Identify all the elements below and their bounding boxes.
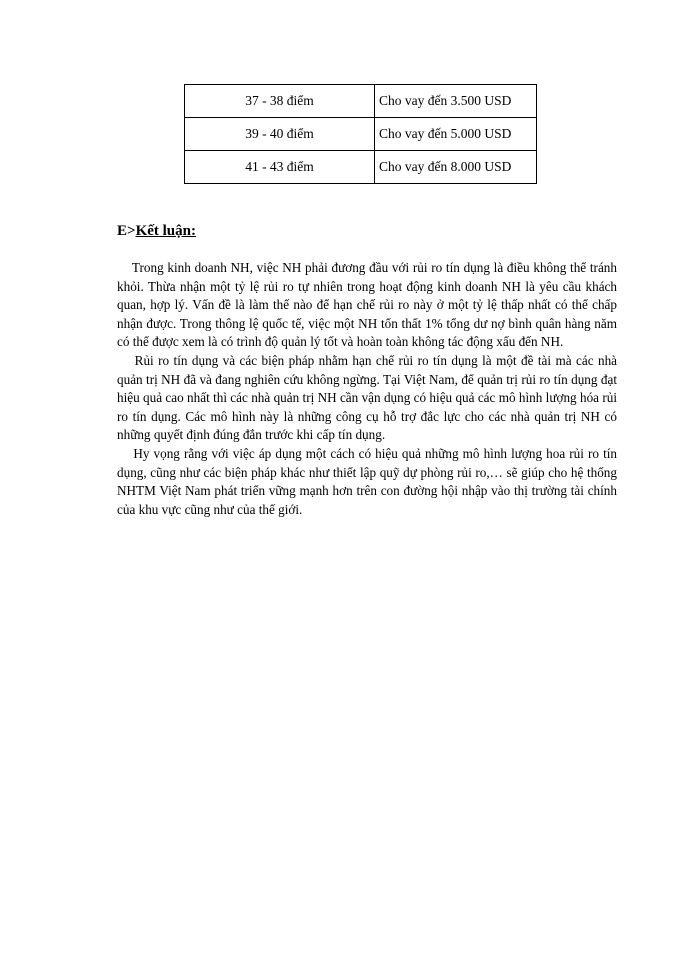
section-title: Kết luận: (135, 223, 196, 239)
loan-cell: Cho vay đến 5.000 USD (375, 118, 537, 151)
paragraph (117, 445, 617, 519)
table-row (185, 118, 537, 151)
credit-score-table (184, 84, 537, 184)
score-cell: 41 - 43 điểm (185, 151, 375, 184)
paragraph (117, 352, 617, 445)
paragraph-text: Hy vọng rằng với việc áp dụng một cách có hiệu quả những mô hình lượng hoa rủi ro tín dụng, cũng như các biện pháp khác như thiết lập quỹ dự phòng rủi ro,… sẽ giúp cho hệ thống NHTM Việt Nam phát triển vững mạnh hơn trên con đường hội nhập vào thị trường tài chính của khu vực cũng như của thế giới. (117, 445, 617, 517)
conclusion-body (117, 259, 617, 519)
score-cell: 39 - 40 điểm (185, 118, 375, 151)
table-row (185, 151, 537, 184)
section-heading (117, 223, 196, 240)
paragraph-text: Rủi ro tín dụng và các biện pháp nhằm hạn chế rủi ro tín dụng là một đề tài mà các nhà quản trị NH đã và đang nghiên cứu không ngừng. Tại Việt Nam, để quản trị rủi ro tín dụng đạt hiệu quả cao nhất thì các nhà quản trị NH cần vận dụng có hiệu quả các mô hình lượng hóa rủi ro tín dụng. Các mô hình này là những công cụ hỗ trợ đắc lực cho các nhà quản trị NH có những quyết định đúng đắn trước khi cấp tín dụng. (117, 352, 618, 443)
table-row (185, 85, 537, 118)
section-prefix: E> (117, 223, 136, 239)
paragraph-text: Trong kinh doanh NH, việc NH phải đương đầu với rủi ro tín dụng là điều không thể tránh khỏi. Thừa nhận một tỷ lệ rủi ro tự nhiên trong hoạt động kinh doanh NH là yêu cầu khách quan, hợp lý. Vấn đề là làm thế nào để hạn chế rủi ro này ở một tỷ lệ thấp nhất có thể chấp nhận được. Trong thông lệ quốc tế, việc một NH tổn thất 1% tổng dư nợ bình quân hàng năm có thể được xem là có trình độ quản lý tốt và hoàn toàn không tác động xấu đến NH. (117, 260, 617, 350)
score-cell: 37 - 38 điểm (185, 85, 375, 118)
loan-cell: Cho vay đến 3.500 USD (375, 85, 537, 118)
paragraph (117, 259, 617, 352)
loan-cell: Cho vay đến 8.000 USD (375, 151, 537, 184)
